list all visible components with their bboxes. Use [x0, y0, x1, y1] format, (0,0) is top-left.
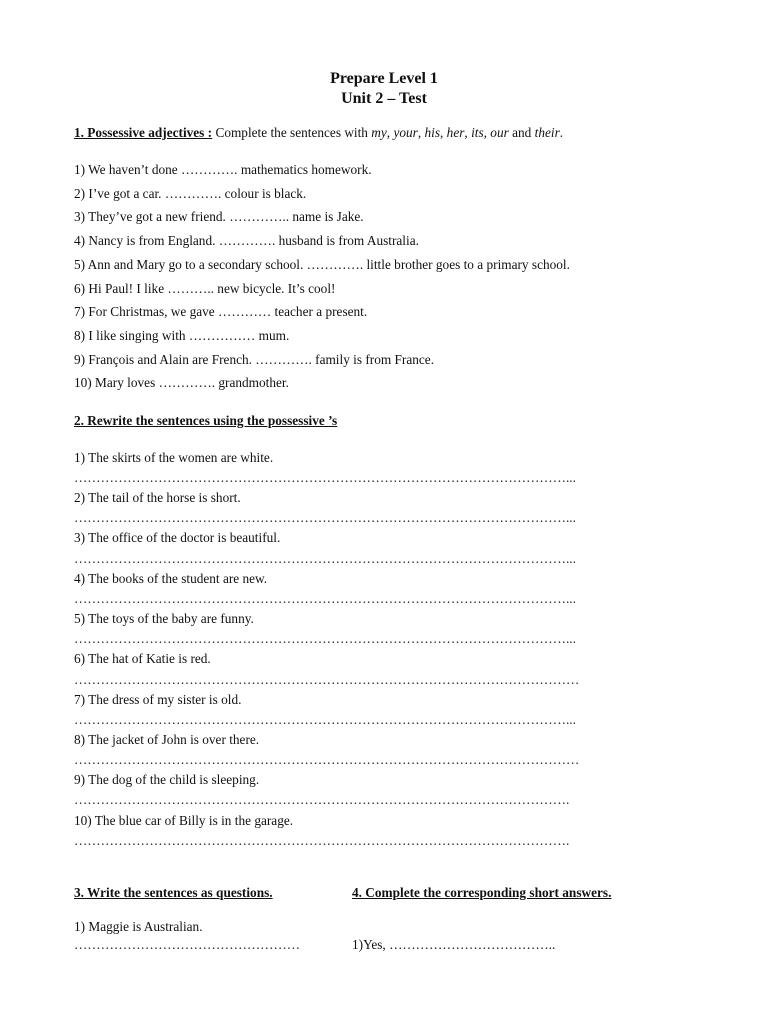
section-1-instruction: Complete the sentences with — [212, 125, 372, 140]
s2-answer-line: …………………………………………………………………………………………………... — [74, 591, 576, 606]
word-her: her — [446, 125, 465, 140]
s2-answer-line: …………………………………………………………………………………………………. — [74, 833, 570, 848]
s2-answer-line: …………………………………………………………………………………………………... — [74, 510, 576, 525]
s1-sentence: 3) They’ve got a new friend. ………….. name is Jake. — [74, 209, 364, 224]
worksheet-title: Prepare Level 1 — [330, 70, 438, 87]
s1-sentence: 2) I’ve got a car. …………. colour is black. — [74, 186, 307, 201]
s2-question: 5) The toys of the baby are funny. — [74, 611, 254, 626]
s1-sentence: 6) Hi Paul! I like ……….. new bicycle. It’s cool! — [74, 281, 336, 296]
s1-sentence: 7) For Christmas, we gave ………… teacher a present. — [74, 304, 368, 319]
word-your: your — [393, 125, 418, 140]
separator: , — [440, 125, 447, 140]
s4-short-answer: 1)Yes, ……………………………….. — [352, 937, 556, 952]
s2-question: 9) The dog of the child is sleeping. — [74, 772, 260, 787]
separator: , — [386, 125, 394, 140]
s1-sentence: 8) I like singing with …………… mum. — [74, 328, 290, 343]
s2-answer-line: …………………………………………………………………………………………………… — [74, 752, 580, 767]
word-our: our — [490, 125, 509, 140]
word-its: its — [471, 125, 484, 140]
s1-sentence: 1) We haven’t done …………. mathematics homework. — [74, 162, 372, 177]
s2-question: 4) The books of the student are new. — [74, 571, 268, 586]
s3-question: 1) Maggie is Australian. — [74, 919, 203, 934]
separator: , — [464, 125, 472, 140]
s2-question: 8) The jacket of John is over there. — [74, 732, 260, 747]
separator: , — [483, 125, 491, 140]
s1-sentence: 4) Nancy is from England. …………. husband is from Australia. — [74, 233, 419, 248]
s2-question: 3) The office of the doctor is beautiful. — [74, 530, 281, 545]
s2-answer-line: …………………………………………………………………………………………………... — [74, 712, 576, 727]
s1-sentence: 5) Ann and Mary go to a secondary school. …………. little brother goes to a primary school. — [74, 257, 570, 272]
separator: , — [417, 125, 425, 140]
s3-answer-line: …………………………………………… — [74, 937, 301, 952]
s2-question: 10) The blue car of Billy is in the garage. — [74, 813, 294, 828]
s2-question: 6) The hat of Katie is red. — [74, 651, 211, 666]
s2-question: 2) The tail of the horse is short. — [74, 490, 241, 505]
section-4-heading: 4. Complete the corresponding short answers. — [352, 885, 612, 900]
instruction-end: . — [559, 125, 564, 140]
s1-sentence: 10) Mary loves …………. grandmother. — [74, 375, 289, 390]
word-my: my — [371, 125, 387, 140]
s2-answer-line: …………………………………………………………………………………………………. — [74, 792, 570, 807]
word-his: his — [424, 125, 441, 140]
section-1-heading: 1. Possessive adjectives : — [74, 125, 213, 140]
s2-answer-line: …………………………………………………………………………………………………... — [74, 470, 576, 485]
section-2-heading: 2. Rewrite the sentences using the possessive ’s — [74, 413, 338, 428]
word-their: their — [534, 125, 560, 140]
s2-answer-line: …………………………………………………………………………………………………... — [74, 551, 576, 566]
section-1-header — [74, 125, 563, 141]
worksheet-subtitle: Unit 2 – Test — [341, 90, 427, 107]
s2-answer-line: …………………………………………………………………………………………………... — [74, 631, 576, 646]
section-3-heading: 3. Write the sentences as questions. — [74, 885, 273, 900]
s2-question: 1) The skirts of the women are white. — [74, 450, 274, 465]
s2-answer-line: …………………………………………………………………………………………………… — [74, 672, 580, 687]
s1-sentence: 9) François and Alain are French. …………. family is from France. — [74, 352, 435, 367]
and-word: and — [508, 125, 535, 140]
s2-question: 7) The dress of my sister is old. — [74, 692, 242, 707]
